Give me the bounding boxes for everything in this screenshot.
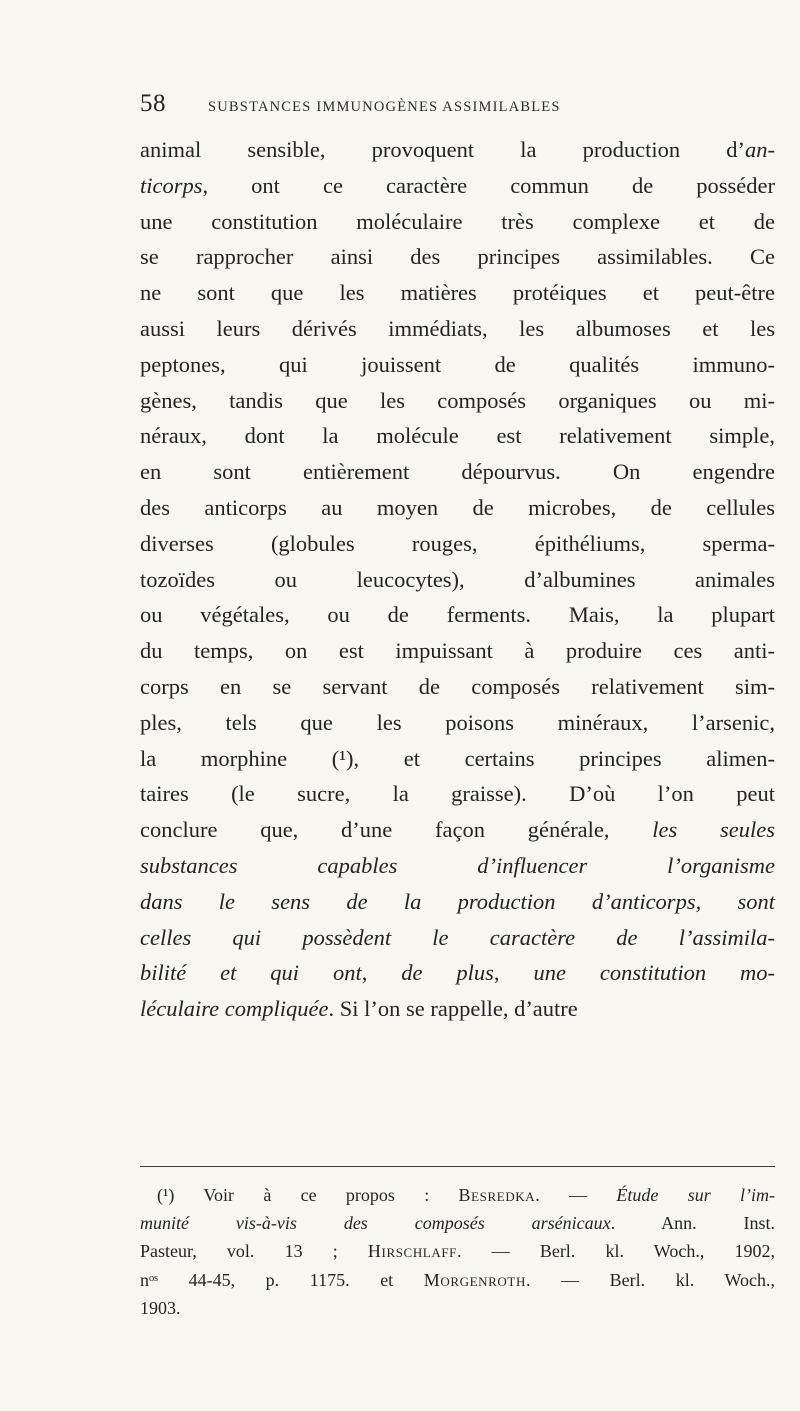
text-line: la morphine (¹), et certains principes alimen-	[140, 745, 775, 771]
footnote-line: munité vis-à-vis des composés arsénicaux. Ann. Inst.	[140, 1213, 775, 1234]
text-line: ou végétales, ou de ferments. Mais, la plupart	[140, 602, 775, 628]
footnote-line: (¹) Voir à ce propos : Besredka. — Étude sur l’im-	[157, 1185, 775, 1205]
text-line: des anticorps au moyen de microbes, de cellules	[140, 494, 775, 520]
text-line: bilité et qui ont, de plus, une constitution mo-	[140, 960, 776, 986]
body-text	[140, 132, 775, 1027]
text-line: du temps, on est impuissant à produire ces anti-	[140, 638, 775, 664]
text-line: ples, tels que les poisons minéraux, l’arsenic,	[140, 709, 775, 735]
running-title: SUBSTANCES IMMUNOGÈNES ASSIMILABLES	[208, 99, 561, 115]
footnote-line: 1903.	[140, 1297, 181, 1318]
text-line: taires (le sucre, la graisse). D’où l’on peut	[140, 781, 775, 807]
text-line: gènes, tandis que les composés organiques ou mi-	[140, 387, 775, 413]
footnote-line: nᵒˢ 44-45, p. 1175. et Morgenroth. — Berl. kl. Woch.,	[140, 1269, 776, 1290]
text-line: peptones, qui jouissent de qualités immuno-	[140, 351, 775, 377]
text-line: ne sont que les matières protéiques et peut-être	[140, 280, 775, 306]
text-line: aussi leurs dérivés immédiats, les albumoses et les	[140, 315, 775, 341]
footnote-line: Pasteur, vol. 13 ; Hirschlaff. — Berl. kl. Woch., 1902,	[140, 1241, 776, 1262]
page-number: 58	[140, 90, 166, 117]
text-line: animal sensible, provoquent la production d’an-	[140, 137, 775, 162]
page-header	[140, 90, 800, 120]
text-line: se rapprocher ainsi des principes assimilables. Ce	[140, 244, 775, 270]
text-line: néraux, dont la molécule est relativement simple,	[140, 423, 775, 449]
footnote-section	[140, 1166, 775, 1322]
text-line: dans le sens de la production d’anticorps, sont	[140, 888, 775, 914]
footnote	[140, 1181, 775, 1322]
text-line: léculaire compliquée. Si l’on se rappelle, d’autre	[140, 996, 578, 1022]
text-line: tozoïdes ou leucocytes), d’albumines animales	[140, 566, 775, 592]
text-line: corps en se servant de composés relativement sim-	[140, 673, 775, 699]
text-line: une constitution moléculaire très complexe et de	[140, 208, 775, 234]
text-line: conclure que, d’une façon générale, les seules	[140, 817, 776, 843]
text-line: celles qui possèdent le caractère de l’assimila-	[140, 924, 775, 950]
text-line: diverses (globules rouges, épithéliums, sperma-	[140, 530, 775, 556]
text-line: en sont entièrement dépourvus. On engendre	[140, 459, 775, 485]
text-line: ticorps, ont ce caractère commun de posséder	[140, 172, 775, 198]
text-line: substances capables d’influencer l’organisme	[140, 852, 775, 878]
